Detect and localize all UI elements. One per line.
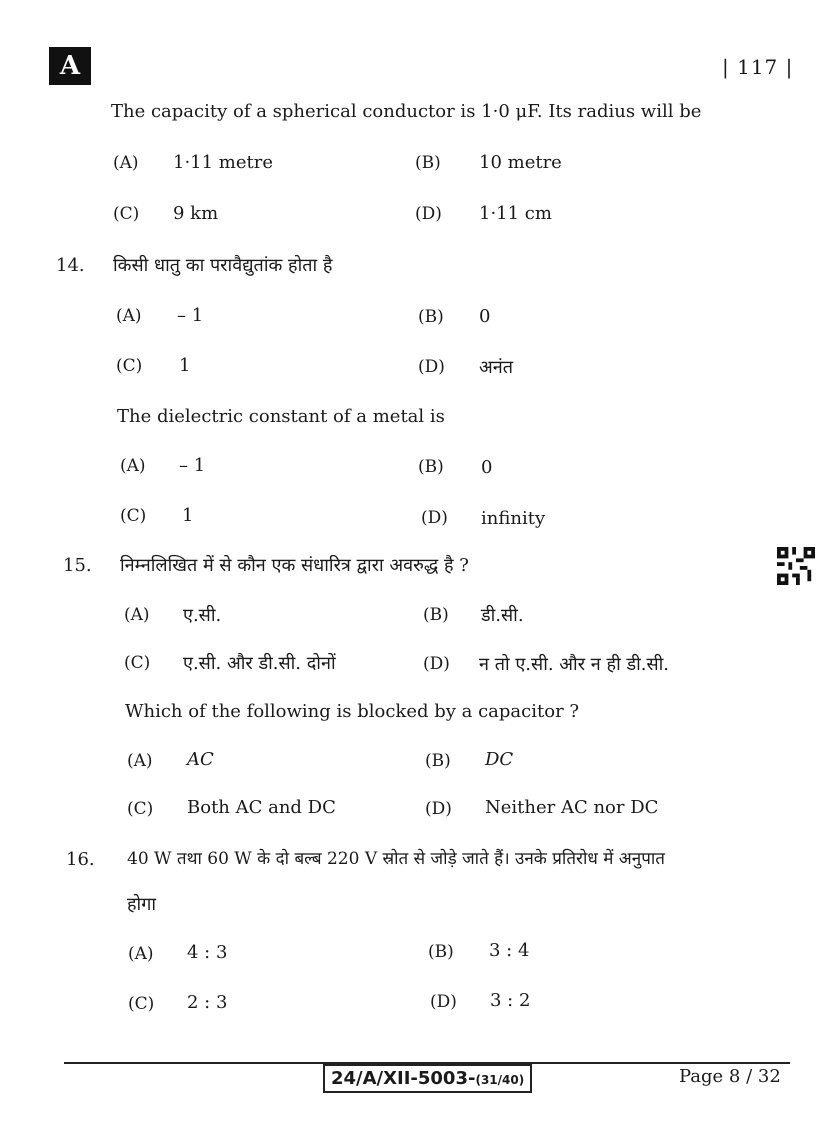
section-badge: A xyxy=(49,47,91,85)
q14-number: 14. xyxy=(56,255,85,276)
q13-option-d-text: 1·11 cm xyxy=(479,203,552,224)
page-code: | 117 | xyxy=(722,55,794,79)
q14-en-option-d-label: (D) xyxy=(421,508,448,528)
page-number: Page 8 / 32 xyxy=(679,1066,781,1087)
q16-option-a-text: 4 : 3 xyxy=(187,942,228,963)
q14-en-option-a-text: – 1 xyxy=(179,455,206,476)
q15-hi-option-d-text: न तो ए.सी. और न ही डी.सी. xyxy=(479,654,670,675)
q14-en-option-a-label: (A) xyxy=(120,456,146,476)
q16-option-c-text: 2 : 3 xyxy=(187,992,228,1013)
q14-english-text: The dielectric constant of a metal is xyxy=(117,406,445,427)
paper-code xyxy=(323,1064,532,1093)
q14-hi-option-c-text: 1 xyxy=(179,355,191,376)
q15-hi-option-d-label: (D) xyxy=(423,654,450,674)
q14-en-option-b-text: 0 xyxy=(481,457,493,478)
q16-hindi-line2: होगा xyxy=(127,894,157,915)
q14-hindi-text: किसी धातु का परावैद्युतांक होता है xyxy=(113,255,333,276)
q15-en-option-b-text: DC xyxy=(485,749,514,770)
q14-hi-option-d-label: (D) xyxy=(418,357,445,377)
q14-hi-option-a-label: (A) xyxy=(116,306,142,326)
q15-en-option-c-text: Both AC and DC xyxy=(187,797,336,818)
q13-text: The capacity of a spherical conductor is 1·0 μF. Its radius will be xyxy=(111,101,702,122)
q16-option-d-label: (D) xyxy=(430,992,457,1012)
q15-hi-option-a-label: (A) xyxy=(124,605,150,625)
q13-option-b-text: 10 metre xyxy=(479,152,562,173)
q15-en-option-a-text: AC xyxy=(187,749,214,770)
q14-en-option-b-label: (B) xyxy=(418,457,444,477)
q14-en-option-d-text: infinity xyxy=(481,508,546,529)
q14-en-option-c-text: 1 xyxy=(182,505,194,526)
q13-option-a-label: (A) xyxy=(113,153,139,173)
q15-en-option-a-label: (A) xyxy=(127,751,153,771)
q14-hi-option-b-text: 0 xyxy=(479,306,491,327)
q16-option-b-label: (B) xyxy=(428,942,454,962)
q16-option-c-label: (C) xyxy=(128,994,155,1014)
q14-hi-option-a-text: – 1 xyxy=(177,305,204,326)
q13-option-c-label: (C) xyxy=(113,204,140,224)
paper-code-set: (31/40) xyxy=(475,1073,525,1087)
q15-hi-option-a-text: ए.सी. xyxy=(183,605,222,626)
paper-code-main: 24/A/XII-5003- xyxy=(331,1068,476,1089)
q15-hindi-text: निम्नलिखित में से कौन एक संधारित्र द्वारा अवरुद्ध है ? xyxy=(120,555,469,576)
q13-option-b-label: (B) xyxy=(415,153,441,173)
q15-en-option-d-label: (D) xyxy=(425,799,452,819)
q14-hi-option-d-text: अनंत xyxy=(479,357,514,378)
q13-option-a-text: 1·11 metre xyxy=(173,152,274,173)
q15-english-text: Which of the following is blocked by a capacitor ? xyxy=(125,701,580,722)
q15-hi-option-b-label: (B) xyxy=(423,605,449,625)
q16-option-d-text: 3 : 2 xyxy=(490,990,531,1011)
q15-hi-option-c-text: ए.सी. और डी.सी. दोनों xyxy=(183,653,336,674)
q15-en-option-b-label: (B) xyxy=(425,751,451,771)
q14-hi-option-b-label: (B) xyxy=(418,307,444,327)
q14-en-option-c-label: (C) xyxy=(120,506,147,526)
q15-number: 15. xyxy=(63,555,92,576)
q15-en-option-c-label: (C) xyxy=(127,799,154,819)
q14-hi-option-c-label: (C) xyxy=(116,356,143,376)
q15-en-option-d-text: Neither AC nor DC xyxy=(485,797,659,818)
q16-number: 16. xyxy=(66,849,95,870)
q16-option-b-text: 3 : 4 xyxy=(489,940,530,961)
q15-hi-option-c-label: (C) xyxy=(124,653,151,673)
q16-hindi-line1: 40 W तथा 60 W के दो बल्ब 220 V स्रोत से जोड़े जाते हैं। उनके प्रतिरोध में अनुपात xyxy=(127,849,665,869)
q13-option-c-text: 9 km xyxy=(173,203,219,224)
q15-hi-option-b-text: डी.सी. xyxy=(481,605,524,626)
qr-code-icon xyxy=(777,547,815,585)
q13-option-d-label: (D) xyxy=(415,204,442,224)
q16-option-a-label: (A) xyxy=(128,944,154,964)
